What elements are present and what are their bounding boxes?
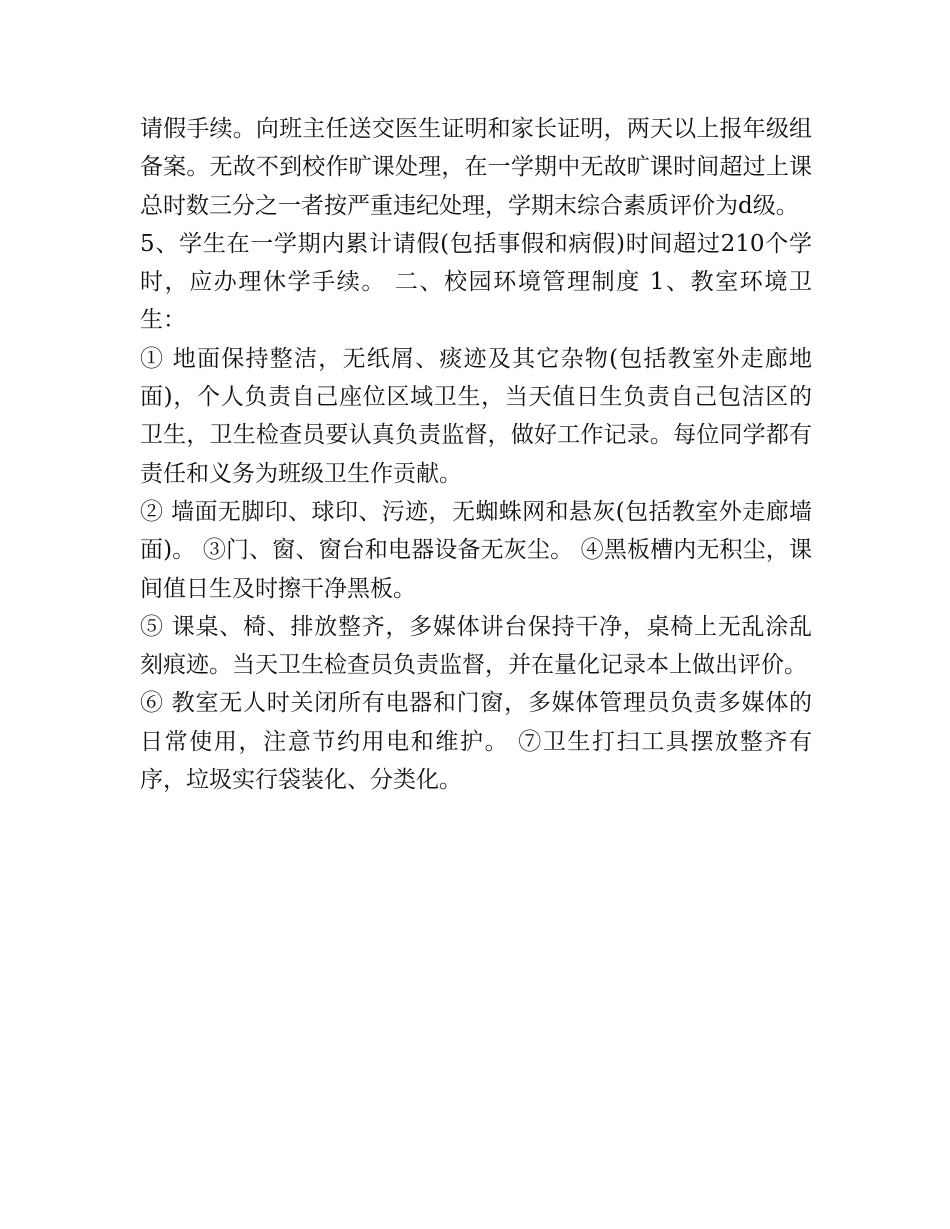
paragraph-wall-cleanliness: ② 墙面无脚印、球印、污迹，无蜘蛛网和悬灰(包括教室外走廊墙面)。 ③门、窗、窗台和电器设备无灰尘。 ④黑板槽内无积尘，课间值日生及时擦干净黑板。 bbox=[140, 498, 812, 602]
paragraph-suspension-rule: 5、学生在一学期内累计请假(包括事假和病假)时间超过210个学时，应办理休学手续。 二、校园环境管理制度 1、教室环境卫生： bbox=[140, 230, 812, 334]
paragraph-desk-arrangement: ⑤ 课桌、椅、排放整齐，多媒体讲台保持干净，桌椅上无乱涂乱刻痕迹。当天卫生检查员负责监督，并在量化记录本上做出评价。 bbox=[140, 613, 812, 679]
paragraph-electric-safety: ⑥ 教室无人时关闭所有电器和门窗，多媒体管理员负责多媒体的日常使用，注意节约用电和维护。 ⑦卫生打扫工具摆放整齐有序，垃圾实行袋装化、分类化。 bbox=[140, 690, 812, 794]
paragraph-floor-cleanliness: ① 地面保持整洁，无纸屑、痰迹及其它杂物(包括教室外走廊地面)，个人负责自己座位区域卫生，当天值日生负责自己包洁区的卫生，卫生检查员要认真负责监督，做好工作记录。每位同学都有责任和义务为班级卫生作贡献。 bbox=[140, 345, 812, 487]
document-body bbox=[140, 110, 812, 799]
paragraph-leave-procedure: 请假手续。向班主任送交医生证明和家长证明，两天以上报年级组备案。无故不到校作旷课处理，在一学期中无故旷课时间超过上课总时数三分之一者按严重违纪处理，学期末综合素质评价为d级。 bbox=[140, 116, 812, 219]
